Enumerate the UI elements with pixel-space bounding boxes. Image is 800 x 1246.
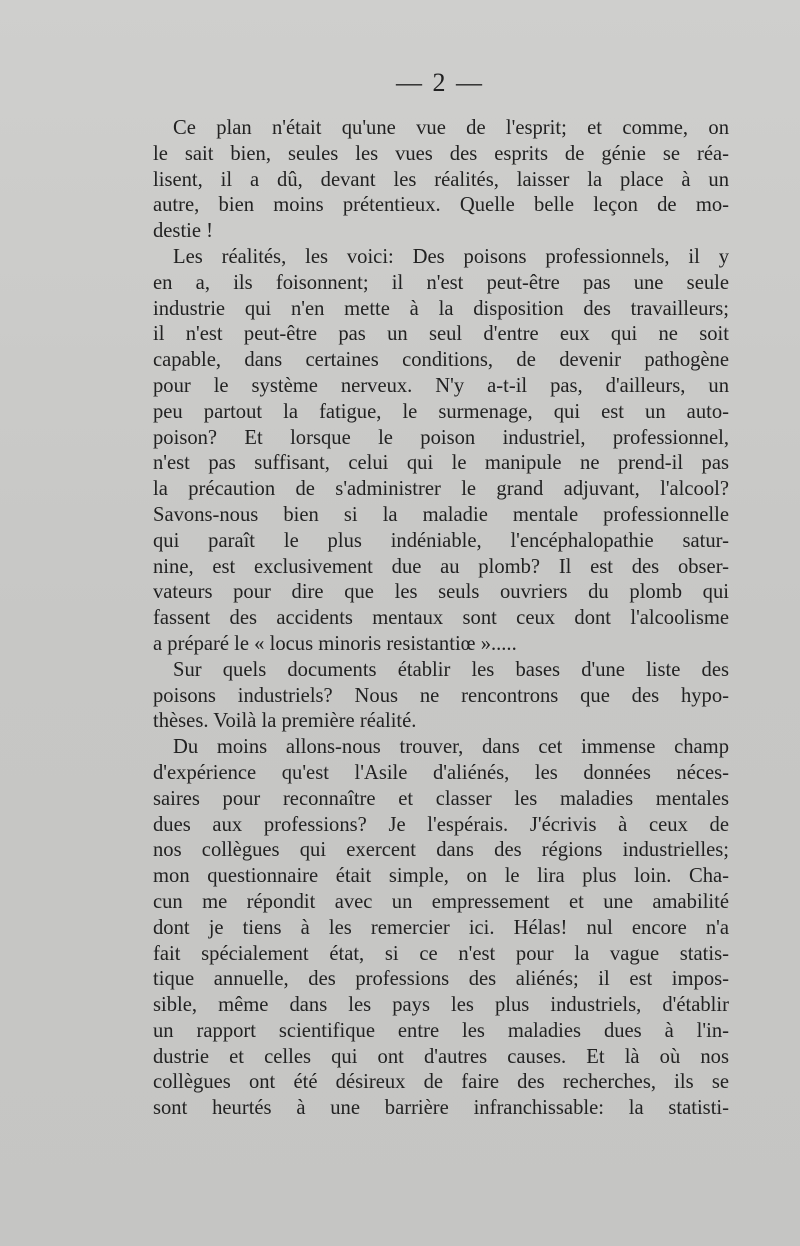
text-line: collègues ont été désireux de faire des recherches, ils se — [153, 1071, 729, 1094]
text-line: nine, est exclusivement due au plomb? Il est des obser- — [153, 555, 729, 578]
text-line: sible, même dans les pays les plus industriels, d'établir — [153, 994, 729, 1017]
text-line: Sur quels documents établir les bases d'une liste des — [173, 658, 729, 681]
text-line: mon questionnaire était simple, on le lira plus loin. Cha- — [153, 865, 729, 888]
text-line: a préparé le « locus minoris resistantiœ »..... — [153, 632, 517, 655]
text-line: dont je tiens à les remercier ici. Hélas! nul encore n'a — [153, 916, 729, 939]
text-line: destie ! — [153, 220, 214, 243]
text-line: en a, ils foisonnent; il n'est peut-être pas une seule — [153, 271, 729, 294]
text-line: autre, bien moins prétentieux. Quelle belle leçon de mo- — [153, 194, 729, 217]
text-line: saires pour reconnaître et classer les maladies mentales — [153, 787, 729, 810]
text-line: poisons industriels? Nous ne rencontrons que des hypo- — [153, 684, 729, 707]
text-line: fait spécialement état, si ce n'est pour la vague statis- — [153, 942, 729, 965]
text-line: Du moins allons-nous trouver, dans cet immense champ — [173, 736, 729, 759]
text-line: poison? Et lorsque le poison industriel, professionnel, — [153, 426, 729, 449]
text-line: n'est pas suffisant, celui qui le manipule ne prend-il pas — [153, 452, 729, 475]
text-line: un rapport scientifique entre les maladies dues à l'in- — [153, 1019, 729, 1042]
text-line: capable, dans certaines conditions, de devenir pathogène — [153, 349, 729, 372]
page-number: — 2 — — [396, 68, 484, 97]
text-line: le sait bien, seules les vues des esprits de génie se réa- — [153, 142, 729, 165]
text-line: pour le système nerveux. N'y a-t-il pas, d'ailleurs, un — [153, 374, 729, 397]
text-line: fassent des accidents mentaux sont ceux dont l'alcoolisme — [153, 607, 729, 630]
text-line: Ce plan n'était qu'une vue de l'esprit; et comme, on — [173, 117, 729, 139]
text-line: qui paraît le plus indéniable, l'encéphalopathie satur- — [153, 529, 729, 552]
body-text — [153, 116, 729, 1122]
text-line: industrie qui n'en mette à la disposition des travailleurs; — [153, 297, 729, 320]
text-line: la précaution de s'administrer le grand adjuvant, l'alcool? — [153, 478, 729, 501]
text-line: d'expérience qu'est l'Asile d'aliénés, les données néces- — [153, 761, 729, 784]
text-line: nos collègues qui exercent dans des régions industrielles; — [153, 839, 729, 862]
text-line: sont heurtés à une barrière infranchissable: la statisti- — [153, 1097, 729, 1120]
text-line: vateurs pour dire que les seuls ouvriers du plomb qui — [153, 581, 729, 604]
text-line: dustrie et celles qui ont d'autres causes. Et là où nos — [153, 1045, 729, 1068]
text-line: lisent, il a dû, devant les réalités, laisser la place à un — [153, 168, 729, 191]
text-line: thèses. Voilà la première réalité. — [153, 710, 417, 733]
text-line: cun me répondit avec un empressement et une amabilité — [153, 890, 729, 913]
text-line: dues aux professions? Je l'espérais. J'écrivis à ceux de — [153, 813, 729, 836]
text-line: tique annuelle, des professions des aliénés; il est impos- — [153, 968, 729, 991]
text-line: Les réalités, les voici: Des poisons professionnels, il y — [173, 245, 729, 268]
text-line: peu partout la fatigue, le surmenage, qui est un auto- — [153, 400, 729, 423]
text-line: il n'est peut-être pas un seul d'entre eux qui ne soit — [153, 323, 729, 346]
text-line: Savons-nous bien si la maladie mentale professionnelle — [153, 503, 729, 526]
